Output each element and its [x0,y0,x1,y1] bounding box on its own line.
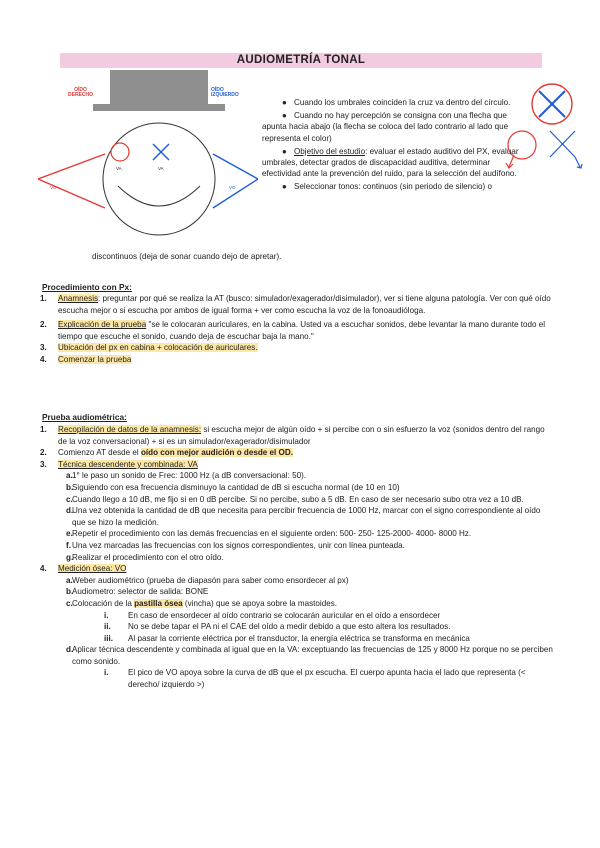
left-ear-triangle [213,154,258,208]
vo-right-label: VO [50,185,57,190]
list-item: c. Cuando llego a 10 dB, me fijo si en 0 dB percibe. Si no percibe, subo a 5 dB. En caso de ser necesario subo otra vez a 10 dB. [66,494,524,504]
list-item: e. Repetir el procedimiento con las demás frecuencias en el siguiente orden: 500- 250- 125-2000- 4000- 8000 Hz. [66,529,472,539]
list-item: ● Seleccionar tonos: continuos (sin periodo de silencio) o [282,182,492,192]
test-list [40,424,555,691]
list-item: d. Aplicar técnica descendente y combinada al igual que en la VA: exceptuando las frecuencias de 125 y 8000 Hz porque no se perciben como sonido. [66,645,553,666]
list-item: 2. Explicación de la prueba "se le colocaran auriculares, en la cabina. Usted va a escuchar sonidos, debe levantar la mano durante todo el tiempo que escuche el sonido, cuando deja de escuchar baja la mano." [40,320,546,341]
list-item: 2. Comienzo AT desde el oído con mejor audición o desde el OD. [40,448,293,458]
va-right-label: VA [116,166,122,171]
right-ear-label: OÍDO DERECHO [68,87,94,98]
notes-tail: discontinuos (deja de sonar cuando dejo de apretar). [92,252,282,261]
section-heading-test: Prueba audiométrica: [42,412,127,422]
list-item: ● Cuando no hay percepción se consigna con una flecha que apunta hacia abajo (la flecha se coloca del lado contrario al lado que representa el color) [262,111,509,143]
list-item: f. Una vez marcadas las frecuencias con los signos correspondientes, unir con línea punteada. [66,540,405,550]
list-item: ● Objetivo del estudio: evaluar el estado auditivo del PX, evaluar umbrales, detectar grados de discapacidad auditiva, determinar efectividad ante la prevención del ruido, para la selección del audífono. [262,146,519,179]
procedure-list [40,293,555,366]
list-item: ● Cuando los umbrales coinciden la cruz va dentro del círculo. [282,98,511,107]
symbol-notes [262,97,527,193]
list-item: 3. Ubicación del px en cabina + colocación de auriculares. [40,343,258,353]
list-item: 1. Anamnesis: preguntar por qué se realiza la AT (busco: simulador/exagerador/disimulador), ver si tiene alguna patología. Ver con qué oído escucha mejor o si escucha por ambos de igual forma + ver como escucha la voz de la fonoaudióloga. [40,294,551,315]
list-item: 3. Técnica descendente y combinada: VA [40,459,198,469]
list-item: d. Una vez obtenida la cantidad de dB que necesita para percibir frecuencia de 1000 Hz, marcar con el signo correspondiente al oído que se hizo la medición. [66,506,541,527]
list-item: a. Weber audiométrico (prueba de diapasón para saber como ensordecer al px) [66,575,349,585]
list-item: ii. No se debe tapar el PA ni el CAE del oído a medir debido a que esto altera los resultados. [104,622,451,632]
right-ear-triangle [38,154,105,208]
list-item: 1. Recopilación de datos de la anamnesis: si escucha mejor de algún oído + si percibe con o sin esfuerzo la voz (sonidos dentro del rango de la voz conversacional) + si es un simulador/exagerador/disimulador [40,425,545,446]
list-item: iii. Al pasar la corriente eléctrica por el transductor, la energía eléctrica se transforma en mecánica [104,633,470,643]
list-item: g. Realizar el procedimiento con el otro oído. [66,552,224,562]
list-item: a. 1° le paso un sonido de Frec: 1000 Hz (a dB conversacional: 50). [66,471,307,481]
va-left-label: VA [158,166,164,171]
list-item: c. Colocación de la pastilla ósea (vincha) que se apoya sobre la mastoides. [66,598,338,608]
hat-top [110,70,208,106]
list-item: b. Audiometro: selector de salida: BONE [66,587,209,597]
list-item: 4. Comenzar la prueba [40,354,132,364]
coincide-symbol [528,80,576,128]
face-outline [103,123,215,235]
list-item: i. El pico de VO apoya sobre la curva de dB que el px escucha. El cuerpo apunta hacia el lado que representa (< derecho/ izquierdo >) [104,668,526,690]
section-heading-procedure: Procedimiento con Px: [42,282,132,292]
list-item: 4. Medición ósea: VO [40,564,127,574]
vo-left-label: VO [229,185,236,190]
page-title: AUDIOMETRÍA TONAL [60,53,542,68]
list-item: i. En caso de ensordecer al oído contrario se colocarán auricular en el oído a ensordecer [104,610,441,620]
list-item: b. Siguiendo con esa frecuencia disminuyo la cantidad de dB si escucha normal (de 10 en 10) [66,482,400,492]
left-ear-label: OÍDO IZQUIERDO [211,87,239,98]
